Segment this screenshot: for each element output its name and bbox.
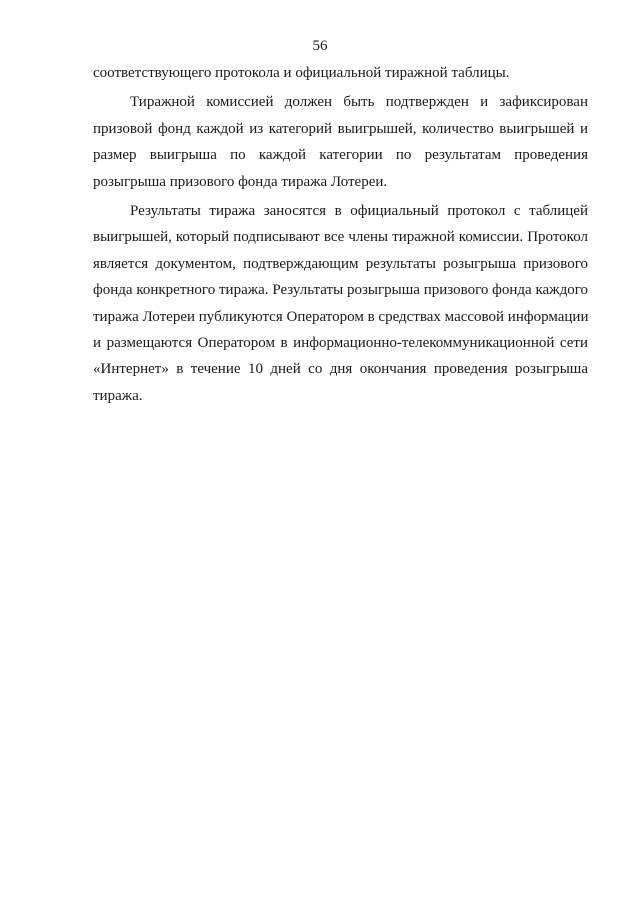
- paragraph-continuation: [93, 60, 588, 86]
- text-line: фонда конкретного тиража. Результаты розыгрыша призового фонда каждого: [93, 282, 588, 299]
- text-line: Тиражной комиссией должен быть подтвержден и зафиксирован: [130, 94, 588, 111]
- document-body: [93, 60, 588, 409]
- text-line: и размещаются Оператором в информационно-телекоммуникационной сети: [93, 335, 588, 352]
- page-number: 56: [312, 38, 328, 54]
- text-line: соответствующего протокола и официальной тиражной таблицы.: [93, 65, 510, 81]
- text-line: тиража.: [93, 387, 143, 404]
- text-line: Результаты тиража заносятся в официальный протокол с таблицей: [130, 203, 588, 220]
- text-line: «Интернет» в течение 10 дней со дня окончания проведения розыгрыша: [93, 361, 588, 378]
- text-line: розыгрыша призового фонда тиража Лотереи.: [93, 173, 388, 190]
- text-line: является документом, подтверждающим результаты розыгрыша призового: [93, 255, 588, 272]
- text-line: размер выигрыша по каждой категории по результатам проведения: [93, 147, 588, 164]
- text-line: призовой фонд каждой из категорий выигрышей, количество выигрышей и: [93, 120, 588, 137]
- text-line: выигрышей, который подписывают все члены тиражной комиссии. Протокол: [93, 229, 588, 246]
- paragraph-prize-fund: [93, 89, 588, 195]
- text-line: тиража Лотереи публикуются Оператором в средствах массовой информации: [93, 308, 589, 325]
- paragraph-draw-results: [93, 198, 588, 409]
